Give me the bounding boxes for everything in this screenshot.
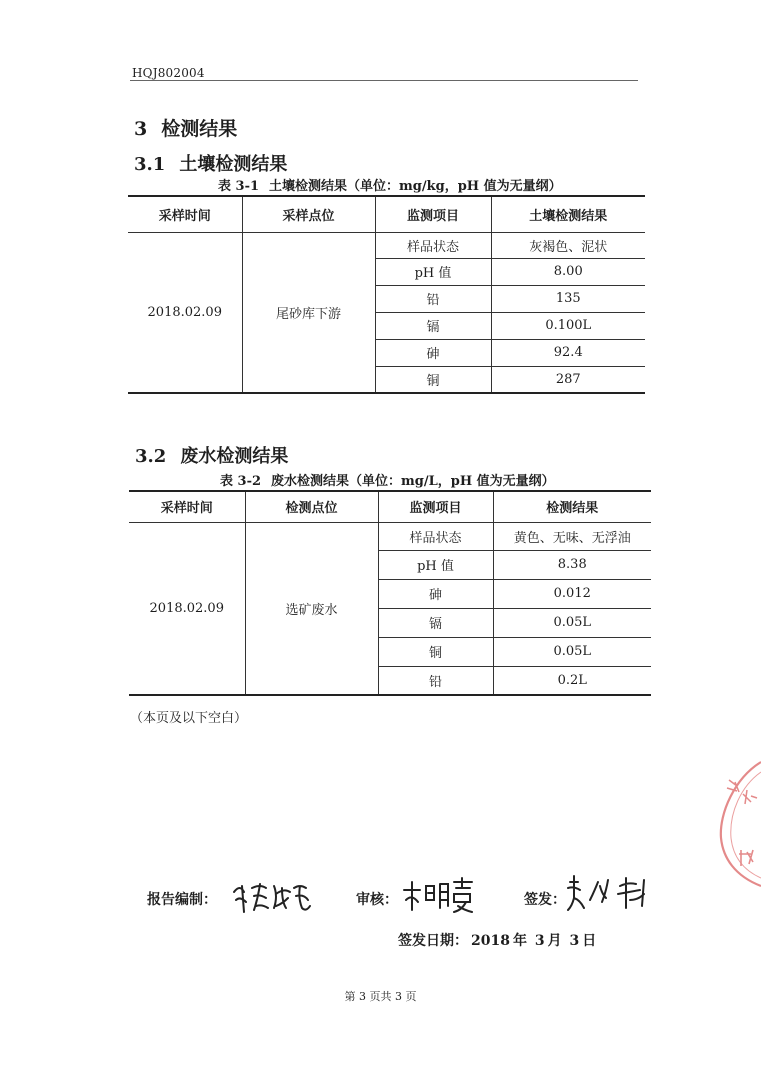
issue-month: 3: [534, 933, 545, 949]
soil-item: 砷: [375, 339, 491, 366]
water-caption-number: 表 3-2: [220, 474, 262, 489]
soil-heading: [134, 150, 287, 176]
water-item: 铅: [378, 666, 493, 695]
soil-header-time: 采样时间: [128, 196, 242, 232]
compiler-signature: [230, 878, 312, 914]
water-header-time: 采样时间: [129, 491, 245, 522]
water-item: pH 值: [378, 550, 493, 579]
soil-item: 铅: [375, 285, 491, 312]
issue-month-unit: 月: [547, 933, 562, 949]
section-number: 3: [134, 118, 148, 140]
water-header-location: 检测点位: [245, 491, 378, 522]
soil-table-caption: [218, 175, 562, 194]
water-item: 样品状态: [378, 522, 493, 550]
water-heading: [135, 442, 288, 468]
soil-value: 灰褐色、泥状: [491, 232, 645, 258]
water-results-table: [129, 490, 651, 696]
reviewer-label: 审核：: [356, 892, 398, 908]
soil-value: 287: [491, 366, 645, 393]
water-header-result: 检测结果: [493, 491, 651, 522]
water-section-number: 3.2: [135, 446, 167, 467]
section-heading: [134, 114, 237, 141]
document-code: HQJ802004: [132, 66, 205, 80]
soil-section-number: 3.1: [134, 154, 166, 175]
issue-year: 2018: [471, 933, 510, 949]
water-sampling-location: 选矿废水: [245, 522, 378, 695]
issue-date-line: [398, 930, 599, 950]
soil-section-title: 土壤检测结果: [179, 154, 288, 175]
issue-day: 3: [569, 933, 580, 949]
water-value: 0.2L: [493, 666, 651, 695]
issue-date-label: 签发日期：: [398, 933, 468, 949]
issue-year-unit: 年: [512, 933, 527, 949]
water-caption-text: 废水检测结果（单位：mg/L，pH 值为无量纲）: [271, 474, 555, 489]
water-value: 0.012: [493, 579, 651, 608]
soil-value: 135: [491, 285, 645, 312]
water-value: 8.38: [493, 550, 651, 579]
water-item: 镉: [378, 608, 493, 637]
soil-item: 样品状态: [375, 232, 491, 258]
soil-results-table: [128, 195, 645, 394]
table-row: [128, 232, 645, 258]
header-rule: [130, 80, 638, 81]
table-row: [129, 522, 651, 550]
water-sampling-date: 2018.02.09: [129, 522, 245, 695]
compiler-label: 报告编制：: [147, 892, 217, 908]
water-table-caption: [220, 470, 555, 489]
reviewer-signature: [400, 876, 476, 916]
water-value: 0.05L: [493, 608, 651, 637]
soil-sampling-location: 尾砂库下游: [242, 232, 375, 393]
issuer-signature: [564, 872, 656, 916]
soil-value: 92.4: [491, 339, 645, 366]
soil-header-result: 土壤检测结果: [491, 196, 645, 232]
water-value: 黄色、无味、无浮油: [493, 522, 651, 550]
soil-value: 8.00: [491, 258, 645, 285]
soil-caption-number: 表 3-1: [218, 179, 260, 194]
soil-value: 0.100L: [491, 312, 645, 339]
soil-header-item: 监测项目: [375, 196, 491, 232]
section-title: 检测结果: [161, 118, 238, 140]
blank-page-note: （本页及以下空白）: [130, 711, 248, 726]
soil-header-location: 采样点位: [242, 196, 375, 232]
issuer-label: 签发：: [524, 892, 566, 908]
soil-item: 铜: [375, 366, 491, 393]
soil-item: pH 值: [375, 258, 491, 285]
issue-day-unit: 日: [582, 933, 597, 949]
page-footer: 第 3 页共 3 页: [344, 990, 417, 1003]
soil-sampling-date: 2018.02.09: [128, 232, 242, 393]
soil-item: 镉: [375, 312, 491, 339]
water-section-title: 废水检测结果: [180, 446, 289, 467]
water-header-item: 监测项目: [378, 491, 493, 522]
official-seal-fragment: [713, 758, 761, 888]
water-item: 铜: [378, 637, 493, 666]
water-item: 砷: [378, 579, 493, 608]
soil-caption-text: 土壤检测结果（单位：mg/kg，pH 值为无量纲）: [269, 179, 562, 194]
water-value: 0.05L: [493, 637, 651, 666]
